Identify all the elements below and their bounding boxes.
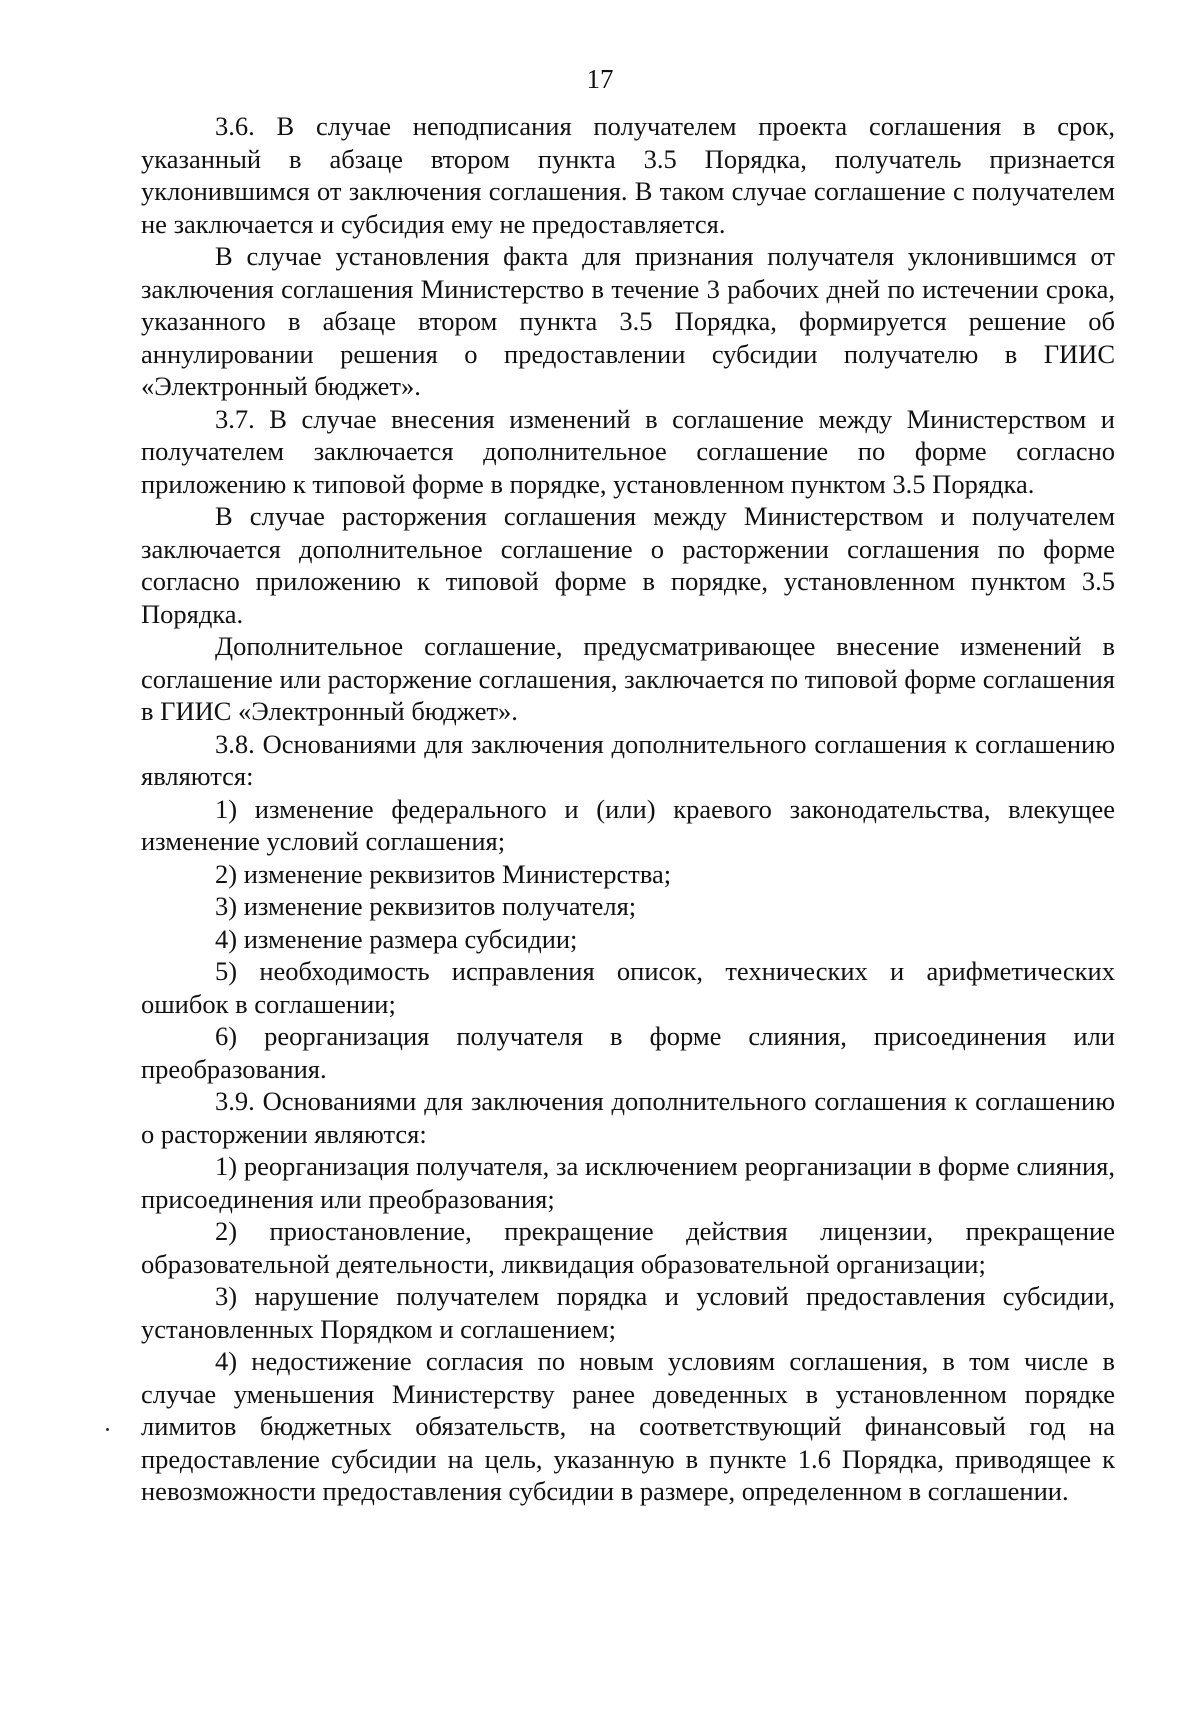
list-item-3-8-3: 3) изменение реквизитов получателя;: [215, 891, 637, 921]
list-item-3-8-2: 2) изменение реквизитов Министерства;: [215, 858, 672, 889]
paragraph-3-6-refusal: В случае установления факта для признания получателя уклонившимся от заключения соглашения Министерство в течение 3 рабочих дней по истечении срока, указанного в абзаце втором пункта 3.5 Порядка, формируется решение об аннулировании решения о предоставлении субсидии получателю в ГИИС «Электронный бюджет».: [141, 241, 1115, 401]
list-item-3-9-2: 2) приостановление, прекращение действия лицензии, прекращение образовательной деятельности, ликвидация образовательной организации;: [141, 1216, 1115, 1279]
list-item-3-9-4: 4) недостижение согласия по новым условиям соглашения, в том числе в случае уменьшения Министерству ранее доведенных в установленном порядке лимитов бюджетных обязательств, на соответствующий финансовый год на предоставление субсидии на цель, указанную в пункте 1.6 Порядка, приводящее к невозможности предоставления субсидии в размере, определенном в соглашении.: [141, 1346, 1115, 1506]
paragraph-3-9: 3.9. Основаниями для заключения дополнительного соглашения к соглашению о расторжении являются:: [141, 1086, 1115, 1149]
document-body: [141, 110, 1115, 1508]
paragraph-3-7-termination: В случае расторжения соглашения между Министерством и получателем заключается дополнительное соглашение о расторжении соглашения по форме согласно приложению к типовой форме в порядке, установленном пунктом 3.5 Порядка.: [141, 501, 1115, 629]
paragraph-3-6: 3.6. В случае неподписания получателем проекта соглашения в срок, указанный в абзаце втором пункта 3.5 Порядка, получатель признается уклонившимся от заключения соглашения. В таком случае соглашение с получателем не заключается и субсидия ему не предоставляется.: [141, 111, 1115, 239]
list-item-3-8-5: 5) необходимость исправления описок, технических и арифметических ошибок в соглашении;: [141, 956, 1115, 1019]
list-item-3-8-1: 1) изменение федерального и (или) краевого законодательства, влекущее изменение условий соглашения;: [141, 793, 1115, 856]
paragraph-3-7: 3.7. В случае внесения изменений в соглашение между Министерством и получателем заключается дополнительное соглашение по форме согласно приложению к типовой форме в порядке, установленном пунктом 3.5 Порядка.: [141, 403, 1115, 499]
paragraph-3-7-additional-agreement: Дополнительное соглашение, предусматривающее внесение изменений в соглашение или расторжение соглашения, заключается по типовой форме соглашения в ГИИС «Электронный бюджет».: [141, 631, 1115, 726]
scan-speck: [106, 1428, 109, 1431]
list-item-3-8-4: 4) изменение размера субсидии;: [215, 923, 578, 954]
page-number: 17: [586, 64, 614, 94]
list-item-3-8-6: 6) реорганизация получателя в форме слияния, присоединения или преобразования.: [141, 1021, 1115, 1084]
list-item-3-9-3: 3) нарушение получателем порядка и условий предоставления субсидии, установленных Порядком и соглашением;: [141, 1281, 1115, 1344]
paragraph-3-8: 3.8. Основаниями для заключения дополнительного соглашения к соглашению являются:: [141, 728, 1115, 791]
list-item-3-9-1: 1) реорганизация получателя, за исключением реорганизации в форме слияния, присоединения или преобразования;: [141, 1151, 1115, 1214]
